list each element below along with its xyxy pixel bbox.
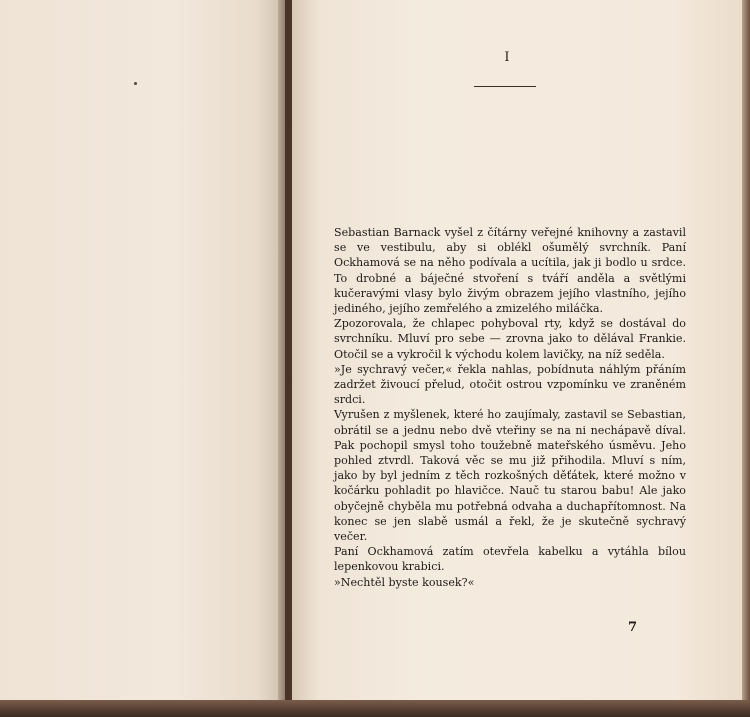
bottom-edge <box>0 700 750 717</box>
ink-speck <box>134 82 137 85</box>
chapter-number: I <box>504 50 510 65</box>
chapter-rule <box>474 86 536 87</box>
paragraph: Vyrušen z myšlenek, které ho zaujímaly, zastavil se Sebastian, obrátil se a jednu nebo dvě vteřiny se na ni nechápavě díval. Pak pochopil smysl toho toužebně mateřského úsměvu. Jeho pohled ztvrdl. Taková věc se mu již přihodila. Mluví s ním, jako by byl jedním z těch rozkošných děťátek, které možno v kočárku pohladit po hlavičce. Nauč tu starou babu! Ale jako obyčejně chyběla mu potřebná odvaha a duchapřítomnost. Na konec se jen slabě usmál a řekl, že je skutečně sychravý večer. <box>334 408 686 544</box>
paragraph: »Je sychravý večer,« řekla nahlas, pobídnuta náhlým přáním zadržet živoucí přelud, otočit ostrou vzpomínku ve zraněném srdci. <box>334 362 686 407</box>
paragraph: Sebastian Barnack vyšel z čítárny veřejné knihovny a zastavil se ve vestibulu, aby si oblékl ošumělý svrchník. Paní Ockhamová se na něho podívala a ucítila, jak ji bodlo u srdce. To drobné a báječné stvoření s tváří anděla a světlými kučeravými vlasy bylo živým obrazem jejího vlastního, jejího jediného, jejího zemřelého a zmizelého miláčka. <box>334 226 686 316</box>
left-page <box>0 0 285 700</box>
paragraph: Paní Ockhamová zatím otevřela kabelku a vytáhla bílou lepenkovou krabici. <box>334 545 686 574</box>
page-number: 7 <box>628 620 638 635</box>
body-text <box>334 225 686 590</box>
paragraph: »Nechtěl byste kousek?« <box>334 575 475 589</box>
page-edge <box>742 0 750 717</box>
paragraph: Zpozorovala, že chlapec pohyboval rty, když se dostával do svrchníku. Mluví pro sebe — zrovna jako to dělával Frankie. Otočil se a vykročil k východu kolem lavičky, na níž seděla. <box>334 317 686 361</box>
